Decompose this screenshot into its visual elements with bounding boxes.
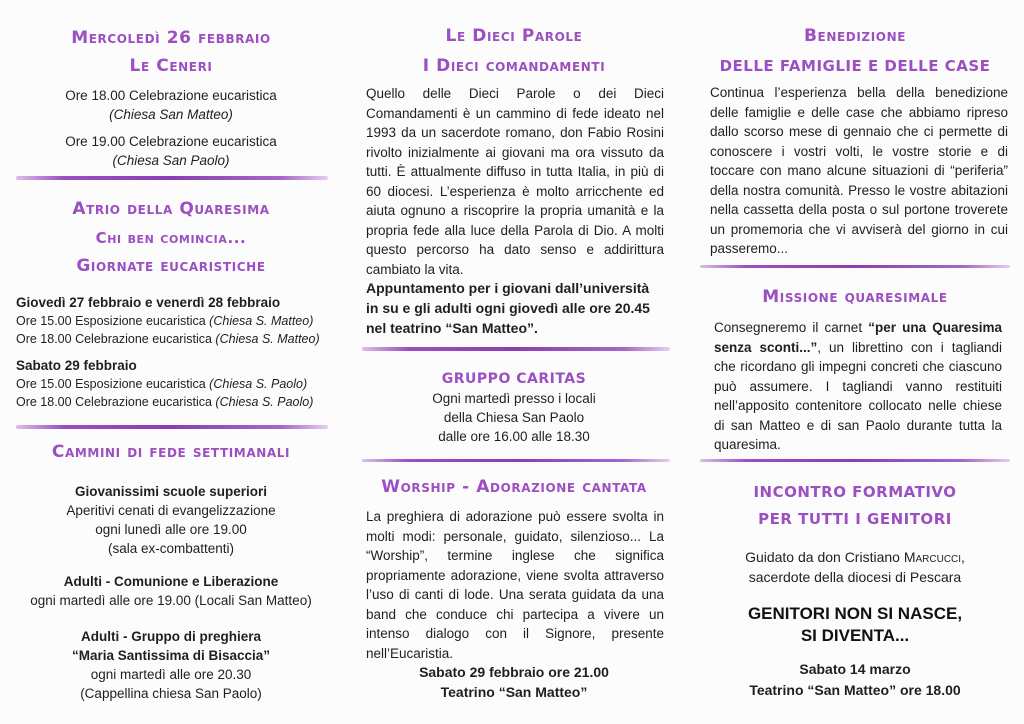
cammini-block-2 xyxy=(12,572,330,610)
incontro-headline-1: GENITORI NON SI NASCE, xyxy=(747,604,963,623)
group-item xyxy=(16,393,330,411)
block-line: (sala ex-combattenti) xyxy=(107,541,235,556)
incontro-title: INCONTRO FORMATIVO xyxy=(753,483,957,501)
caritas-line: Ogni martedì presso i locali xyxy=(432,391,596,406)
item-text: Ore 15.00 Esposizione eucaristica xyxy=(16,314,210,328)
block-title: Giovanissimi scuole superiori xyxy=(74,484,268,499)
group-item xyxy=(16,330,330,348)
block-line: ogni martedì alle ore 19.00 (Locali San Matteo) xyxy=(30,593,312,608)
group-item xyxy=(16,375,330,393)
block-line: ogni martedì alle ore 20.30 xyxy=(90,667,252,682)
item-place: (Chiesa S. Paolo) xyxy=(215,395,314,409)
block-line: Aperitivi cenati di evangelizzazione xyxy=(66,503,276,518)
block-line: ogni lunedì alle ore 19.00 xyxy=(95,522,247,537)
item-place: (Chiesa S. Matteo) xyxy=(209,314,314,328)
block-title: Adulti - Comunione e Liberazione xyxy=(63,574,279,589)
guide-name: Marcucci xyxy=(903,549,962,565)
atrio-title: Atrio della Quaresima xyxy=(72,199,270,219)
event-place: (Chiesa San Paolo) xyxy=(112,153,230,168)
incontro-subtitle: PER TUTTI I GENITORI xyxy=(758,510,952,528)
incontro-where: Teatrino “San Matteo” ore 18.00 xyxy=(749,682,961,698)
item-text: Ore 15.00 Esposizione eucaristica xyxy=(16,377,210,391)
event-line: Ore 19.00 Celebrazione eucaristica xyxy=(65,134,277,149)
column-right xyxy=(700,0,1010,724)
benedizione-subtitle: DELLE FAMIGLIE E DELLE CASE xyxy=(719,57,991,75)
caritas-title: GRUPPO CARITAS xyxy=(441,371,587,387)
block-title: “Maria Santissima di Bisaccia” xyxy=(71,648,271,663)
item-text: Ore 18.00 Celebrazione eucaristica xyxy=(16,332,216,346)
cammini-title: Cammini di fede settimanali xyxy=(51,442,291,462)
ceneri-event-2 xyxy=(12,132,330,170)
section-divider xyxy=(362,347,670,351)
item-place: (Chiesa S. Matteo) xyxy=(215,332,320,346)
missione-title: Missione quaresimale xyxy=(762,287,948,307)
dieci-appointment: Appuntamento per i giovani dall’università in su e gli adulti ogni giovedì alle ore 20.45 nel teatrino “San Matteo”. xyxy=(366,280,650,336)
atrio-subtitle: Chi ben comincia... xyxy=(95,229,247,247)
caritas-info xyxy=(358,389,670,446)
ceneri-event-1 xyxy=(12,86,330,124)
worship-when: Sabato 29 febbraio ore 21.00 xyxy=(419,664,609,680)
guide-text: Guidato da don Cristiano xyxy=(745,549,904,565)
event-line: Ore 18.00 Celebrazione eucaristica xyxy=(65,88,277,103)
section-divider xyxy=(362,459,670,462)
group-day: Giovedì 27 febbraio e venerdì 28 febbraio xyxy=(16,295,281,310)
column-left xyxy=(12,0,330,724)
worship-body: La preghiera di adorazione può essere svolta in molti modi: personale, guidato, silenzioso... La “Worship”, termine inglese che significa propriamente adorazione, viene svolta attraverso l’uso di canti di lode. Una serata guidata da una band che conduce chi partecipa a vivere un intenso dialogo con il Signore, presente nell’Eucaristia. xyxy=(366,509,664,661)
worship-title: Worship - Adorazione cantata xyxy=(381,477,647,497)
dieci-body: Quello delle Dieci Parole o dei Dieci Comandamenti è un cammino di fede ideato nel 1993 da un sacerdote romano, don Fabio Rosini rivolto inizialmente ai giovani ma ora vissuto da tutti. È attualmente diffuso in tutta Italia, in più di 60 diocesi. L’esperienza è molto arricchente ed aiuta ognuno a riscoprire la propria umanità e la propria fede alla luce della Parola di Dio. A molti questo percorso ha dato senso e addirittura cambiato la vita. xyxy=(366,86,664,277)
section-divider xyxy=(700,459,1010,462)
column-center xyxy=(358,0,670,724)
block-line: (Cappellina chiesa San Paolo) xyxy=(80,686,262,701)
block-title: Adulti - Gruppo di preghiera xyxy=(81,629,261,644)
cammini-block-1 xyxy=(12,482,330,558)
missione-carnet-name: “per una Quaresima senza sconti...” xyxy=(714,320,1002,355)
group-item xyxy=(16,312,330,330)
cammini-block-3 xyxy=(12,627,330,703)
atrio-group-1 xyxy=(16,294,330,348)
missione-text: , un librettino con i tagliandi che ricordano gli impegni concreti che ciascuno può assumere. I tagliandi vanno restituiti nell’apposito contenitore collocato nelle chiese di san Matteo e di san Paolo durante tutta la quaresima. xyxy=(714,339,1003,452)
guide-line-2: sacerdote della diocesi di Pescara xyxy=(748,569,962,585)
benedizione-body: Continua l’esperienza bella della benedizione delle famiglie e delle case che abbiamo ripreso dallo scorso mese di gennaio che ci permette di conoscere i vostri volti, le vostre storie e di toccare con mano alcune situazioni di “periferia” della nostra comunità. Presso le vostre abitazioni nella cassetta della posta o sul portone troverete un promemoria che vi avviserà del giorno in cui passeremo... xyxy=(710,85,1008,256)
worship-where: Teatrino “San Matteo” xyxy=(440,684,588,700)
section-divider xyxy=(16,176,328,180)
section-divider xyxy=(700,265,1010,268)
dieci-subtitle: I Dieci comandamenti xyxy=(422,56,606,76)
missione-body xyxy=(714,318,1002,455)
atrio-title-giornate: Giornate eucaristiche xyxy=(76,256,266,276)
item-text: Ore 18.00 Celebrazione eucaristica xyxy=(16,395,216,409)
item-place: (Chiesa S. Paolo) xyxy=(209,377,308,391)
incontro-guide xyxy=(700,547,1010,587)
incontro-headline-2: SI DIVENTA... xyxy=(800,626,910,645)
event-place: (Chiesa San Matteo) xyxy=(109,107,233,122)
benedizione-title: Benedizione xyxy=(803,26,907,46)
caritas-line: dalle ore 16.00 alle 18.30 xyxy=(438,429,590,444)
section-divider xyxy=(16,425,328,429)
dieci-title: Le Dieci Parole xyxy=(445,26,583,46)
atrio-group-2 xyxy=(16,357,330,411)
incontro-when: Sabato 14 marzo xyxy=(799,661,911,677)
ceneri-title: Le Ceneri xyxy=(129,56,213,76)
group-day: Sabato 29 febbraio xyxy=(16,358,137,373)
ceneri-title-date: Mercoledì 26 febbraio xyxy=(71,28,271,48)
guide-line-1 xyxy=(700,547,1010,567)
caritas-line: della Chiesa San Paolo xyxy=(443,410,585,425)
guide-text: , xyxy=(961,549,965,565)
missione-text: Consegneremo il carnet xyxy=(714,320,869,335)
